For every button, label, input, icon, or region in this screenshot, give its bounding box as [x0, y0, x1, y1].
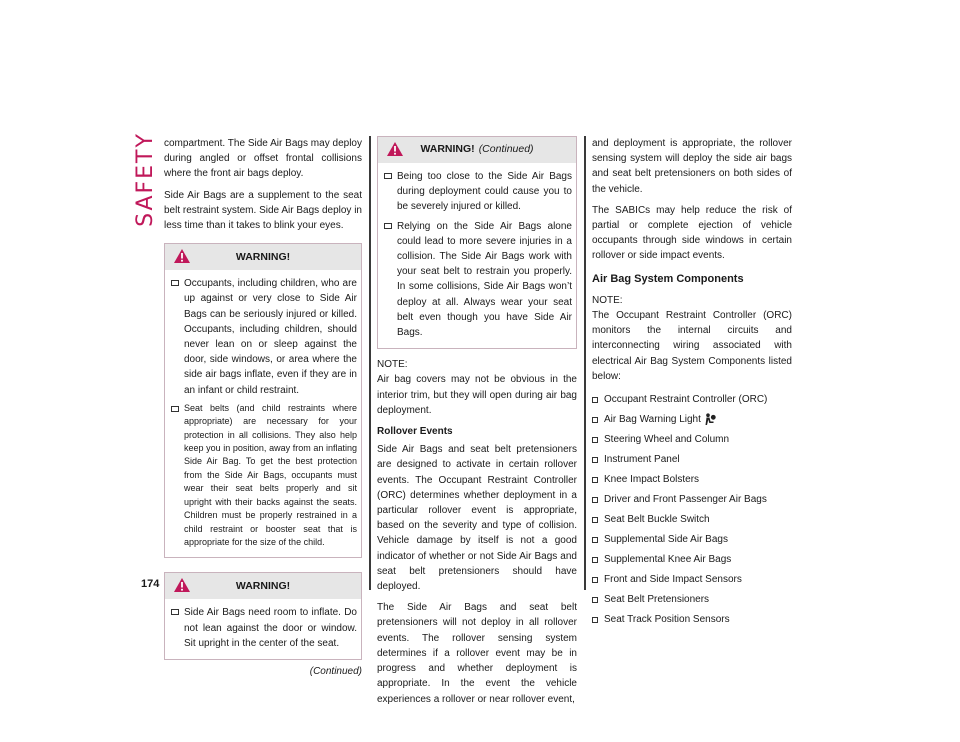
- list-item-text: Seat Track Position Sensors: [604, 613, 730, 625]
- warning-title: WARNING!: [235, 579, 291, 592]
- list-item: [592, 532, 792, 547]
- column-2: [377, 136, 577, 713]
- warning-item: [169, 402, 357, 549]
- page-number: 174: [141, 578, 160, 590]
- warning-header: [378, 137, 576, 163]
- heading-air-bag-system-components: Air Bag System Components: [592, 272, 744, 285]
- list-item-text: Occupant Restraint Controller (ORC): [604, 393, 768, 405]
- checkbox-icon: [171, 609, 179, 615]
- checkbox-icon: [592, 417, 598, 423]
- list-item-text: Steering Wheel and Column: [604, 433, 730, 445]
- list-item: [592, 512, 792, 527]
- list-item-text: Knee Impact Bolsters: [604, 473, 700, 485]
- paragraph: and deployment is appropriate, the rollover sensing system will deploy the side air bags and seat belt pretensioners on both sides of the vehicle.: [592, 138, 792, 195]
- list-item-text: Driver and Front Passenger Air Bags: [604, 493, 767, 505]
- warning-item: [169, 605, 357, 651]
- list-item: [592, 472, 792, 487]
- list-item: [592, 452, 792, 467]
- checkbox-icon: [592, 497, 598, 503]
- checkbox-icon: [171, 406, 179, 412]
- list-item-text: Seat Belt Buckle Switch: [604, 513, 710, 525]
- checkbox-icon: [592, 437, 598, 443]
- list-item: [592, 552, 792, 567]
- warning-item: [382, 169, 572, 215]
- checkbox-icon: [171, 280, 179, 286]
- warning-box: [164, 572, 362, 660]
- subheading-rollover-events: Rollover Events: [377, 426, 453, 438]
- note-text: Air bag covers may not be obvious in the interior trim, but they will open during air bag deployment.: [377, 374, 577, 416]
- checkbox-icon: [592, 517, 598, 523]
- checkbox-icon: [592, 597, 598, 603]
- warning-item-text: Side Air Bags need room to inflate. Do not lean against the door or window. Sit upright in the center of the seat.: [184, 607, 357, 649]
- section-tab-label: SAFETY: [132, 131, 158, 227]
- note-label: NOTE:: [592, 294, 623, 306]
- list-item-text: Supplemental Knee Air Bags: [604, 553, 732, 565]
- list-item: [592, 572, 792, 587]
- list-item-text: Front and Side Impact Sensors: [604, 573, 742, 585]
- checkbox-icon: [592, 577, 598, 583]
- checkbox-icon: [592, 537, 598, 543]
- paragraph: Side Air Bags are a supplement to the seat belt restraint system. Side Air Bags deploy in less time than it takes to blink your eyes.: [164, 189, 362, 232]
- warning-item-text: Seat belts (and child restraints where appropriate) are necessary for your protection in all collisions. They also help keep you in position, away from an inflating Side Air Bag. To get the best protection from the Side Air Bags, occupants must wear their seat belts properly and sit upright with their backs against the seats. Children must be properly restrained in a child restraint or booster seat that is appropriate for the size of the child.: [184, 402, 357, 547]
- warning-triangle-icon: [173, 577, 191, 593]
- list-item-text: Air Bag Warning Light: [604, 413, 701, 425]
- warning-title: WARNING!: [420, 143, 475, 156]
- list-item: [592, 612, 792, 627]
- warning-header: [165, 244, 361, 270]
- airbag-warning-light-icon: [704, 413, 716, 426]
- paragraph: Side Air Bags and seat belt pretensioners are designed to activate in certain rollover events. The Occupant Restraint Controller (ORC) determines whether deployment in a particular rollover event is appropriate, based on the severity and type of collision. Vehicle damage by itself is not a good indicator of whether or not Side Air Bags and seat belt pretensioners should have deployed.: [377, 444, 577, 593]
- column-1: [164, 136, 362, 679]
- list-item: [592, 432, 792, 447]
- checkbox-icon: [384, 223, 392, 229]
- checkbox-icon: [592, 457, 598, 463]
- list-item-text: Seat Belt Pretensioners: [604, 593, 710, 605]
- checkbox-icon: [592, 397, 598, 403]
- column-divider: [584, 136, 586, 590]
- list-item: [592, 412, 792, 427]
- section-tab: [132, 131, 158, 227]
- warning-box: [377, 136, 577, 349]
- warning-title: WARNING!: [235, 250, 291, 263]
- warning-box: [164, 243, 362, 558]
- checkbox-icon: [592, 617, 598, 623]
- warning-triangle-icon: [386, 141, 404, 157]
- warning-item: [169, 276, 357, 398]
- note-label: NOTE:: [377, 359, 408, 371]
- paragraph: The Side Air Bags and seat belt pretensioners will not deploy in all rollover events. The rollover sensing system determines if a rollover event may be in progress and whether deployment is appropriate. In the event the vehicle experiences a rollover or near rollover event,: [377, 602, 577, 705]
- paragraph: The SABICs may help reduce the risk of partial or complete ejection of vehicle occupants through side windows in certain rollover or side impact events.: [592, 204, 792, 262]
- list-item-text: Supplemental Side Air Bags: [604, 533, 728, 545]
- warning-item-text: Being too close to the Side Air Bags during deployment could cause you to be severely injured or killed.: [397, 171, 572, 213]
- warning-item-text: Relying on the Side Air Bags alone could lead to more severe injuries in a collision. The Side Air Bags work with your seat belt to restrain you properly. In some collisions, Side Air Bags won’t deploy at all. Always wear your seat belt even though you have Side Air Bags.: [397, 220, 572, 339]
- list-item: [592, 392, 792, 407]
- components-list: [592, 392, 792, 627]
- checkbox-icon: [592, 557, 598, 563]
- list-item: [592, 592, 792, 607]
- warning-title-continued: (Continued): [478, 143, 534, 156]
- warning-header: [165, 573, 361, 599]
- checkbox-icon: [384, 173, 392, 179]
- column-3: [592, 136, 792, 632]
- list-item: [592, 492, 792, 507]
- list-item-text: Instrument Panel: [604, 453, 680, 465]
- warning-item-text: Occupants, including children, who are up against or very close to Side Air Bags can be seriously injured or killed. Occupants, including children, should never lean on or sleep against the door, side windows, or area where the side air bags inflate, even if they are in an infant or child restraint.: [184, 278, 357, 396]
- paragraph: compartment. The Side Air Bags may deploy during angled or offset frontal collisions where the front air bags deploy.: [164, 138, 362, 180]
- warning-triangle-icon: [173, 248, 191, 264]
- warning-item: [382, 219, 572, 341]
- column-divider: [369, 136, 371, 590]
- continued-label: (Continued): [309, 665, 362, 677]
- note-text: The Occupant Restraint Controller (ORC) monitors the internal circuits and interconnecting wiring associated with electrical Air Bag System Components listed below:: [592, 310, 792, 382]
- checkbox-icon: [592, 477, 598, 483]
